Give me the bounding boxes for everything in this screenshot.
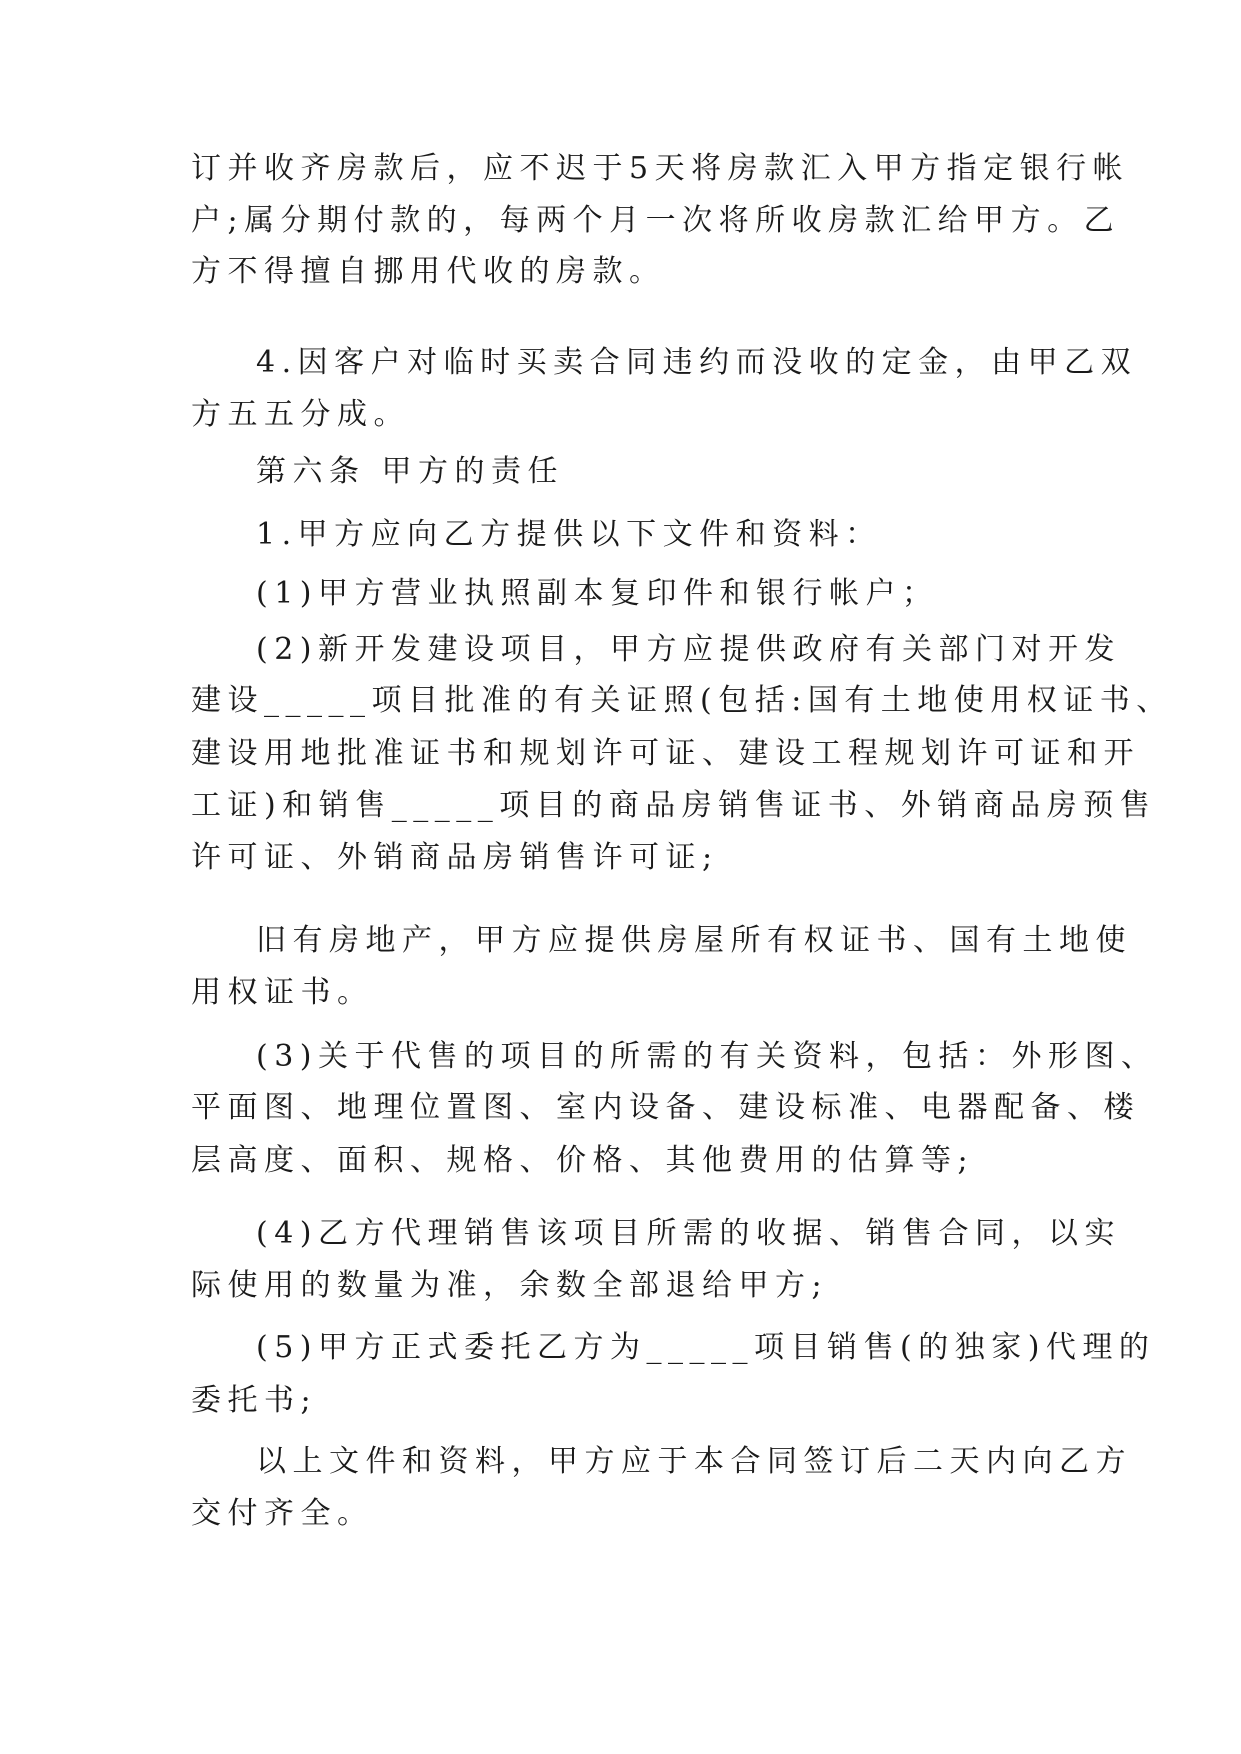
text-line: 许可证、外销商品房销售许可证; (191, 840, 719, 875)
text-line: 工证)和销售_____项目的商品房销售证书、外销商品房预售 (191, 788, 1157, 823)
text-line: 以上文件和资料，甲方应于本合同签订后二天内向乙方 (256, 1444, 1132, 1479)
text-line: 4.因客户对临时买卖合同违约而没收的定金，由甲乙双 (256, 345, 1138, 380)
text-line: 建设_____项目批准的有关证照(包括:国有土地使用权证书、 (191, 683, 1173, 718)
text-line: 方五五分成。 (191, 397, 410, 432)
text-line: 1.甲方应向乙方提供以下文件和资料： (256, 517, 882, 552)
text-line: 用权证书。 (191, 975, 374, 1010)
text-line: 建设用地批准证书和规划许可证、建设工程规划许可证和开 (191, 736, 1140, 771)
text-line: 际使用的数量为准，余数全部退给甲方; (191, 1268, 829, 1303)
text-line: 订并收齐房款后，应不迟于5天将房款汇入甲方指定银行帐 (191, 151, 1130, 186)
text-line: (3)关于代售的项目的所需的有关资料，包括：外形图、 (256, 1039, 1158, 1074)
text-line: 委托书; (191, 1383, 318, 1418)
text-line: 交付齐全。 (191, 1496, 374, 1531)
section-heading: 第六条 甲方的责任 (256, 454, 565, 489)
text-line: (5)甲方正式委托乙方为_____项目销售(的独家)代理的 (256, 1330, 1156, 1365)
text-line: 旧有房地产，甲方应提供房屋所有权证书、国有土地使 (256, 923, 1132, 958)
text-line: (1)甲方营业执照副本复印件和银行帐户； (256, 576, 939, 611)
text-line: 方不得擅自挪用代收的房款。 (191, 254, 666, 289)
text-line: 层高度、面积、规格、价格、其他费用的估算等; (191, 1143, 975, 1178)
text-line: 平面图、地理位置图、室内设备、建设标准、电器配备、楼 (191, 1090, 1140, 1125)
text-line: (2)新开发建设项目，甲方应提供政府有关部门对开发 (256, 632, 1121, 667)
text-line: 户;属分期付款的，每两个月一次将所收房款汇给甲方。乙 (191, 203, 1121, 238)
text-line: (4)乙方代理销售该项目所需的收据、销售合同，以实 (256, 1216, 1121, 1251)
